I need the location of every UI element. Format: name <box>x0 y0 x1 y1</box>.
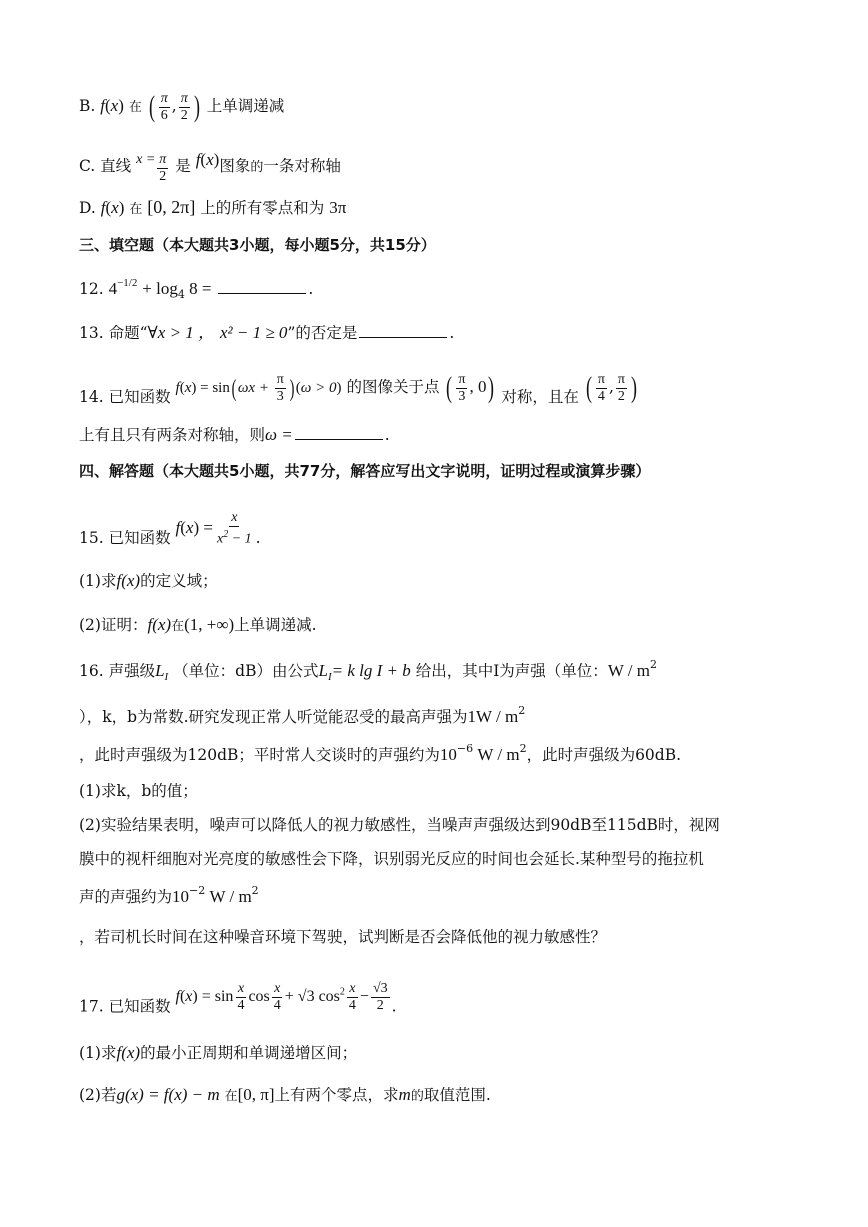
answer-blank[interactable] <box>295 425 383 440</box>
answer-blank[interactable] <box>359 323 447 338</box>
question-16-line3: ，此时声强级为120dB；平时常人交谈时的声强约为$10^{-6}$ W / $m^2$，此时声强级为60dB. <box>79 742 682 764</box>
fx-expr: f(x) <box>100 96 124 115</box>
q17-formula: f(x) = sin $\frac{x}{4}$ cos $\frac{x}{4}$ + √3 $\cos^2$ $\frac{x}{4}$ − $\frac{√3}{2}$ <box>175 981 388 1014</box>
question-12: 12. $4^{-1/2} + \log_4 8$ = . <box>79 277 314 302</box>
question-14: 14. 已知函数 f(x) = sin( ωx + $\frac{\pi}{3}$ ) (ω > 0) 的图像关于点 ( $\frac{\pi}{3}$ , 0) 对称，且在 ( $\frac{\pi}{4}$ , $\frac{\pi}{2}$ ) <box>79 371 637 406</box>
question-14-line2: 上有且只有两条对称轴，则ω = . <box>79 425 390 444</box>
question-16: 16. 声强级$L_I$ （单位：dB）由公式$L_I= k$ lg I + b 给出，其中I为声强（单位：W / $m^2$ <box>79 658 657 684</box>
question-17-part2: (2)若g(x) = f(x) − m 在[0, π]上有两个零点，求m的取值范围. <box>79 1085 491 1104</box>
fx-expr: f(x) <box>100 198 125 217</box>
question-16-line2: ），k，b为常数.研究发现正常人听觉能忍受的最高声强为$1W / m^2$ <box>79 704 526 726</box>
question-17: 17. 已知函数 f(x) = sin $\frac{x}{4}$ cos $\frac{x}{4}$ + √3 $\cos^2$ $\frac{x}{4}$ − $\frac{√3}{2}$ . <box>79 981 397 1016</box>
section-heading-fill-blank: 三、填空题（本大题共3小题，每小题5分，共15分） <box>79 236 436 254</box>
option-d: D. f(x) 在 [0, 2π] 上的所有零点和为 3π <box>79 197 347 217</box>
question-16-part2-line2: 膜中的视杆细胞对光亮度的敏感性会下降，识别弱光反应的时间也会延长.某种型号的拖拉机 <box>79 850 704 868</box>
question-15-part2: (2)证明：f(x)在(1, +∞)上单调递减. <box>79 615 317 634</box>
question-16-part2-line3: 声的声强约为$10^{-2}$ W / $m^2$ <box>79 884 259 906</box>
question-15: 15. 已知函数 f(x) = $\frac{x}{x^2 - 1}$ . <box>79 510 261 547</box>
answer-blank[interactable] <box>218 279 306 294</box>
q14-formula: f(x) = sin( ωx + $\frac{\pi}{3}$ ) (ω > 0) <box>175 372 342 405</box>
question-17-part1: (1)求f(x)的最小正周期和单调递增区间； <box>79 1043 358 1062</box>
question-13: 13. 命题“∀x > 1 ， x² − 1 ≥ 0”的否定是 . <box>79 323 455 342</box>
option-c: C. 直线 x = $\frac{\pi}{2}$ 是 f(x)图象的一条对称轴 <box>79 150 341 184</box>
q15-formula: f(x) = $\frac{x}{x^2 - 1}$ <box>175 510 252 547</box>
question-16-part1: (1)求k，b的值； <box>79 782 198 800</box>
option-b: B. f(x) 在 ( $\frac{\pi}{6}$ , $\frac{\pi}{2}$ ) 上单调递减 <box>79 90 285 123</box>
question-15-part1: (1)求f(x)的定义域； <box>79 571 218 590</box>
fx-expr: f(x) <box>195 150 220 169</box>
question-16-part2-line4: ，若司机长时间在这种噪音环境下驾驶，试判断是否会降低他的视力敏感性？ <box>79 928 607 946</box>
section-heading-solve: 四、解答题（本大题共5小题，共77分，解答应写出文字说明，证明过程或演算步骤） <box>79 462 651 480</box>
question-16-part2-line1: (2)实验结果表明，噪声可以降低人的视力敏感性，当噪声声强级达到90dB至115dB时，视网 <box>79 816 720 834</box>
